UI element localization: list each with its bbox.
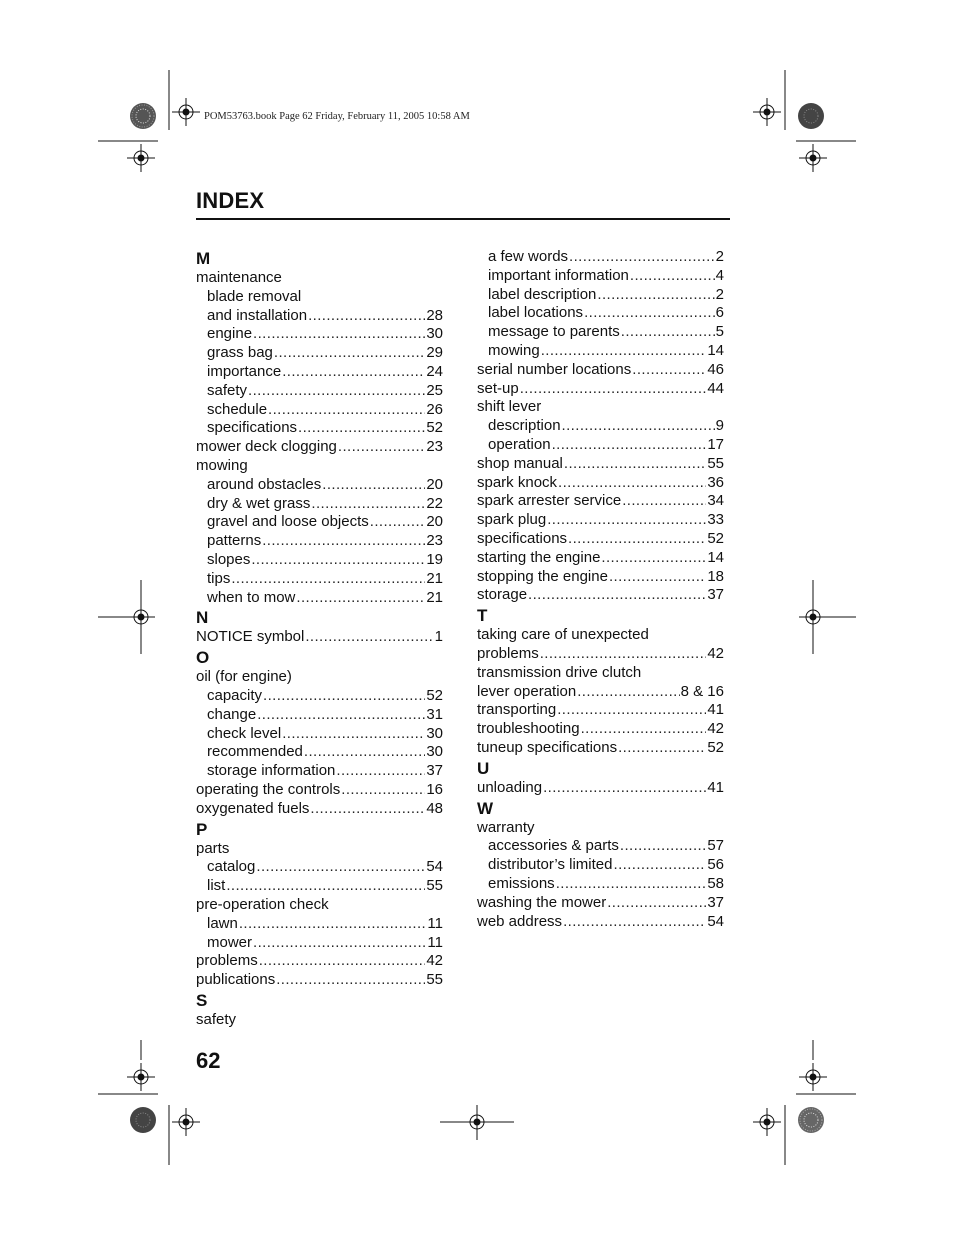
index-page-number: 23 xyxy=(426,438,443,456)
index-entry xyxy=(477,720,724,739)
index-page-number: 56 xyxy=(707,856,724,874)
index-entry-text: troubleshooting xyxy=(477,720,580,738)
dot-leader xyxy=(305,628,433,647)
index-entry xyxy=(196,781,443,800)
dot-leader xyxy=(563,913,706,932)
index-entry-text: taking care of unexpected xyxy=(477,626,649,644)
index-subentry xyxy=(196,419,443,438)
index-entry xyxy=(477,645,724,664)
index-page-number: 41 xyxy=(707,778,724,796)
index-entry-text: parts xyxy=(196,839,230,857)
index-entry xyxy=(477,474,724,493)
index-entry-text: storage information xyxy=(207,762,336,780)
index-entry-text: change xyxy=(207,705,257,723)
index-entry-text: slopes xyxy=(207,550,251,568)
dot-leader xyxy=(556,875,707,894)
index-page-number: 19 xyxy=(426,550,443,568)
index-subentry xyxy=(477,267,724,286)
dot-leader xyxy=(622,492,706,511)
dot-leader xyxy=(557,701,706,720)
registration-mark xyxy=(753,98,781,126)
index-subentry xyxy=(477,323,724,342)
index-subentry xyxy=(477,875,724,894)
index-entry xyxy=(196,800,443,819)
index-subentry xyxy=(477,837,724,856)
index-page-number: 21 xyxy=(426,588,443,606)
dot-leader xyxy=(304,743,425,762)
index-subentry xyxy=(196,532,443,551)
index-page-number: 55 xyxy=(707,454,724,472)
index-entry-text: tips xyxy=(207,569,231,587)
dot-leader xyxy=(308,307,425,326)
dot-leader xyxy=(601,549,706,568)
index-entry xyxy=(196,1011,443,1030)
index-entry-text: unloading xyxy=(477,778,543,796)
index-entry xyxy=(477,568,724,587)
index-page-number: 2 xyxy=(715,285,724,303)
index-entry xyxy=(477,894,724,913)
index-page-number: 37 xyxy=(707,586,724,604)
index-page-number: 26 xyxy=(426,400,443,418)
index-subentry xyxy=(477,286,724,305)
index-subentry xyxy=(196,589,443,608)
registration-mark xyxy=(799,1063,827,1091)
index-entry-text: recommended xyxy=(207,743,303,761)
dot-leader xyxy=(253,325,425,344)
index-entry-text: safety xyxy=(207,381,248,399)
dot-leader xyxy=(239,915,427,934)
index-page-number: 42 xyxy=(707,720,724,738)
index-page-number: 11 xyxy=(427,914,443,932)
dot-leader xyxy=(528,586,706,605)
index-entry xyxy=(477,492,724,511)
index-page-number: 5 xyxy=(715,323,724,341)
dot-leader xyxy=(630,267,715,286)
index-entry-text: lawn xyxy=(207,914,238,932)
index-entry xyxy=(196,438,443,457)
index-page-number: 57 xyxy=(707,837,724,855)
index-entry-text: description xyxy=(488,417,561,435)
index-page-number: 25 xyxy=(426,381,443,399)
index-entry xyxy=(477,549,724,568)
index-page-number: 16 xyxy=(426,780,443,798)
index-page-number: 36 xyxy=(707,473,724,491)
index-entry-text: emissions xyxy=(488,874,555,892)
index-entry xyxy=(196,840,443,859)
index-subentry xyxy=(196,706,443,725)
index-page-number: 11 xyxy=(427,933,443,951)
dot-leader xyxy=(262,532,425,551)
index-page-number: 1 xyxy=(434,628,443,646)
index-entry xyxy=(477,530,724,549)
index-entry-text: a few words xyxy=(488,248,569,265)
index-entry-text: set-up xyxy=(477,379,519,397)
index-entry-text: around obstacles xyxy=(207,475,322,493)
index-subentry xyxy=(196,687,443,706)
starburst-mark xyxy=(798,103,824,129)
dot-leader xyxy=(274,344,425,363)
index-entry-text: stopping the engine xyxy=(477,567,608,585)
index-entry-text: lever operation xyxy=(477,682,577,700)
index-page-number: 54 xyxy=(426,858,443,876)
index-entry-text: and installation xyxy=(207,306,308,324)
index-entry xyxy=(477,626,724,645)
index-entry-text: important information xyxy=(488,266,629,284)
index-entry-text: problems xyxy=(477,644,539,662)
dot-leader xyxy=(259,952,426,971)
title-rule xyxy=(196,218,730,220)
index-entry-text: oxygenated fuels xyxy=(196,799,310,817)
index-column-right xyxy=(477,248,724,931)
index-entry-text: maintenance xyxy=(196,269,282,286)
index-page-number: 4 xyxy=(715,266,724,284)
index-page-number: 30 xyxy=(426,724,443,742)
index-entry-text: mower deck clogging xyxy=(196,438,337,456)
index-subentry xyxy=(196,288,443,307)
dot-leader xyxy=(558,474,706,493)
index-entry-text: NOTICE symbol xyxy=(196,628,305,646)
dot-leader xyxy=(226,877,425,896)
index-page-number: 30 xyxy=(426,325,443,343)
index-subentry xyxy=(196,915,443,934)
index-entry xyxy=(477,739,724,758)
index-entry-text: spark knock xyxy=(477,473,558,491)
dot-leader xyxy=(568,530,706,549)
index-entry-text: accessories & parts xyxy=(488,837,619,855)
index-entry-text: web address xyxy=(477,912,563,930)
index-page-number: 37 xyxy=(707,893,724,911)
index-entry-text: patterns xyxy=(207,532,262,550)
index-entry-text: message to parents xyxy=(488,323,620,341)
page-title: INDEX xyxy=(196,188,265,213)
dot-leader xyxy=(276,971,425,990)
index-letter-heading: W xyxy=(477,798,494,818)
index-entry-text: when to mow xyxy=(207,588,296,606)
index-entry-text: operation xyxy=(488,435,551,453)
page-number: 62 xyxy=(196,1048,221,1073)
index-page-number: 9 xyxy=(715,417,724,435)
index-subentry xyxy=(196,401,443,420)
index-page-number: 21 xyxy=(426,569,443,587)
index-page-number: 54 xyxy=(707,912,724,930)
index-entry xyxy=(196,896,443,915)
index-entry-text: spark arrester service xyxy=(477,492,622,510)
index-entry xyxy=(196,628,443,647)
index-subentry xyxy=(196,325,443,344)
index-entry xyxy=(196,269,443,288)
index-entry xyxy=(477,586,724,605)
index-entry-text: tuneup specifications xyxy=(477,738,618,756)
index-letter-heading: O xyxy=(196,648,210,668)
registration-mark xyxy=(127,1063,155,1091)
dot-leader xyxy=(336,762,425,781)
dot-leader xyxy=(253,934,426,953)
index-entry-text: gravel and loose objects xyxy=(207,513,369,531)
index-page-number: 14 xyxy=(707,341,724,359)
index-entry-text: label locations xyxy=(488,304,584,322)
index-page-number: 6 xyxy=(715,304,724,322)
index-entry-text: storage xyxy=(477,586,528,604)
index-entry-text: warranty xyxy=(477,818,535,836)
index-entry xyxy=(477,361,724,380)
index-entry-text: mowing xyxy=(488,341,540,359)
index-entry xyxy=(196,971,443,990)
index-page-number: 42 xyxy=(426,952,443,970)
index-entry-text: safety xyxy=(196,1010,237,1028)
index-page-number: 17 xyxy=(707,435,724,453)
dot-leader xyxy=(562,417,715,436)
index-page-number: 22 xyxy=(426,494,443,512)
index-entry xyxy=(477,511,724,530)
dot-leader xyxy=(520,380,707,399)
dot-leader xyxy=(597,286,714,305)
index-subentry xyxy=(196,363,443,382)
index-subentry xyxy=(477,436,724,455)
index-entry-text: washing the mower xyxy=(477,893,607,911)
dot-leader xyxy=(543,779,706,798)
dot-leader xyxy=(322,476,425,495)
index-letter-heading: T xyxy=(477,606,488,626)
index-entry-text: list xyxy=(207,877,226,895)
dot-leader xyxy=(620,837,706,856)
dot-leader xyxy=(310,800,425,819)
index-letter-heading: M xyxy=(196,249,211,268)
index-page-number: 52 xyxy=(426,419,443,437)
index-page-number: 44 xyxy=(707,379,724,397)
index-letter-heading: P xyxy=(196,819,208,839)
index-subentry xyxy=(477,248,724,267)
index-entry-text: check level xyxy=(207,724,282,742)
dot-leader xyxy=(282,363,425,382)
index-entry xyxy=(477,683,724,702)
index-entry-text: specifications xyxy=(207,419,298,437)
dot-leader xyxy=(311,495,425,514)
index-page-number: 48 xyxy=(426,799,443,817)
starburst-mark xyxy=(130,103,156,129)
dot-leader xyxy=(581,720,707,739)
index-subentry xyxy=(196,877,443,896)
index-entry xyxy=(477,380,724,399)
index-page-number: 58 xyxy=(707,874,724,892)
dot-leader xyxy=(541,342,707,361)
index-entry xyxy=(477,913,724,932)
index-subentry xyxy=(196,476,443,495)
index-subentry xyxy=(477,342,724,361)
registration-mark xyxy=(172,1108,200,1136)
index-page-number: 52 xyxy=(707,738,724,756)
dot-leader xyxy=(609,568,706,587)
index-subentry xyxy=(196,551,443,570)
dot-leader xyxy=(248,382,425,401)
starburst-mark xyxy=(798,1107,824,1133)
index-letter-heading: U xyxy=(477,758,490,778)
index-subentry xyxy=(196,307,443,326)
index-entry-text: starting the engine xyxy=(477,548,601,566)
dot-leader xyxy=(607,894,706,913)
index-entry xyxy=(477,779,724,798)
dot-leader xyxy=(251,551,425,570)
index-entry-text: publications xyxy=(196,971,276,989)
index-page-number: 20 xyxy=(426,513,443,531)
index-page-number: 55 xyxy=(426,971,443,989)
dot-leader xyxy=(231,570,425,589)
index-page-number: 23 xyxy=(426,532,443,550)
dot-leader xyxy=(268,401,425,420)
index-entry xyxy=(477,819,724,838)
index-entry-text: transporting xyxy=(477,701,557,719)
dot-leader xyxy=(584,304,715,323)
index-page-number: 14 xyxy=(707,548,724,566)
index-entry-text: spark plug xyxy=(477,511,547,529)
index-subentry xyxy=(477,304,724,323)
index-subentry xyxy=(196,725,443,744)
index-subentry xyxy=(196,570,443,589)
index-entry-text: operating the controls xyxy=(196,780,341,798)
index-subentry xyxy=(196,513,443,532)
index-subentry xyxy=(196,382,443,401)
index-page-number: 20 xyxy=(426,475,443,493)
index-entry-text: mowing xyxy=(196,456,248,474)
index-entry-text: dry & wet grass xyxy=(207,494,311,512)
index-subentry xyxy=(477,856,724,875)
index-page-number: 28 xyxy=(426,306,443,324)
dot-leader xyxy=(298,419,425,438)
registration-mark xyxy=(172,98,200,126)
dot-leader xyxy=(577,683,679,702)
index-page-number: 31 xyxy=(426,705,443,723)
index-page-number: 42 xyxy=(707,644,724,662)
dot-leader xyxy=(257,706,425,725)
index-page-number: 37 xyxy=(426,762,443,780)
index-entry-text: pre-operation check xyxy=(196,895,329,913)
dot-leader xyxy=(614,856,707,875)
index-entry-text: serial number locations xyxy=(477,360,632,378)
index-entry-text: catalog xyxy=(207,858,256,876)
dot-leader xyxy=(564,455,706,474)
registration-mark xyxy=(127,144,155,172)
index-column-left xyxy=(196,248,443,1030)
index-page-number: 2 xyxy=(715,248,724,265)
index-entry xyxy=(477,455,724,474)
dot-leader xyxy=(256,858,425,877)
dot-leader xyxy=(338,438,425,457)
dot-leader xyxy=(552,436,707,455)
dot-leader xyxy=(282,725,425,744)
index-entry xyxy=(196,952,443,971)
index-entry xyxy=(477,398,724,417)
index-entry-text: importance xyxy=(207,362,282,380)
index-letter-heading: N xyxy=(196,608,209,628)
index-subentry xyxy=(196,762,443,781)
dot-leader xyxy=(296,589,425,608)
index-entry xyxy=(477,701,724,720)
index-subentry xyxy=(196,858,443,877)
index-subentry xyxy=(477,417,724,436)
file-info-header: POM53763.book Page 62 Friday, February 11, 2005 10:58 AM xyxy=(204,111,470,122)
dot-leader xyxy=(547,511,706,530)
index-entry-text: grass bag xyxy=(207,344,273,362)
index-entry-text: capacity xyxy=(207,686,263,704)
index-entry xyxy=(196,457,443,476)
index-entry-text: schedule xyxy=(207,400,268,418)
index-entry-text: problems xyxy=(196,952,258,970)
index-page-number: 34 xyxy=(707,492,724,510)
dot-leader xyxy=(341,781,425,800)
dot-leader xyxy=(632,361,706,380)
registration-mark xyxy=(753,1108,781,1136)
index-entry-text: engine xyxy=(207,325,253,343)
index-letter-heading: S xyxy=(196,990,208,1010)
index-page-number: 8 & 16 xyxy=(680,682,724,700)
dot-leader xyxy=(621,323,715,342)
index-page-number: 33 xyxy=(707,511,724,529)
index-page-number: 55 xyxy=(426,877,443,895)
index-subentry xyxy=(196,344,443,363)
index-page-number: 46 xyxy=(707,360,724,378)
dot-leader xyxy=(540,645,707,664)
index-entry-text: shop manual xyxy=(477,454,563,472)
starburst-mark xyxy=(130,1107,156,1133)
index-entry-text: distributor’s limited xyxy=(488,856,613,874)
index-subentry xyxy=(196,934,443,953)
index-entry-text: transmission drive clutch xyxy=(477,663,642,681)
dot-leader xyxy=(569,248,715,267)
registration-mark xyxy=(799,144,827,172)
index-page-number: 30 xyxy=(426,743,443,761)
index-page-number: 18 xyxy=(707,567,724,585)
index-entry xyxy=(477,664,724,683)
index-entry-text: shift lever xyxy=(477,398,542,416)
index-page-number: 52 xyxy=(707,529,724,547)
index-entry-text: label description xyxy=(488,285,597,303)
index-subentry xyxy=(196,743,443,762)
dot-leader xyxy=(370,513,426,532)
index-page-number: 41 xyxy=(707,701,724,719)
index-page-number: 29 xyxy=(426,344,443,362)
index-entry-text: specifications xyxy=(477,529,568,547)
index-entry-text: oil (for engine) xyxy=(196,668,292,686)
index-entry-text: blade removal xyxy=(207,287,302,305)
index-subentry xyxy=(196,495,443,514)
index-page-number: 52 xyxy=(426,686,443,704)
dot-leader xyxy=(263,687,425,706)
index-page-number: 24 xyxy=(426,362,443,380)
dot-leader xyxy=(618,739,706,758)
index-entry xyxy=(196,668,443,687)
index-entry-text: mower xyxy=(207,933,253,951)
